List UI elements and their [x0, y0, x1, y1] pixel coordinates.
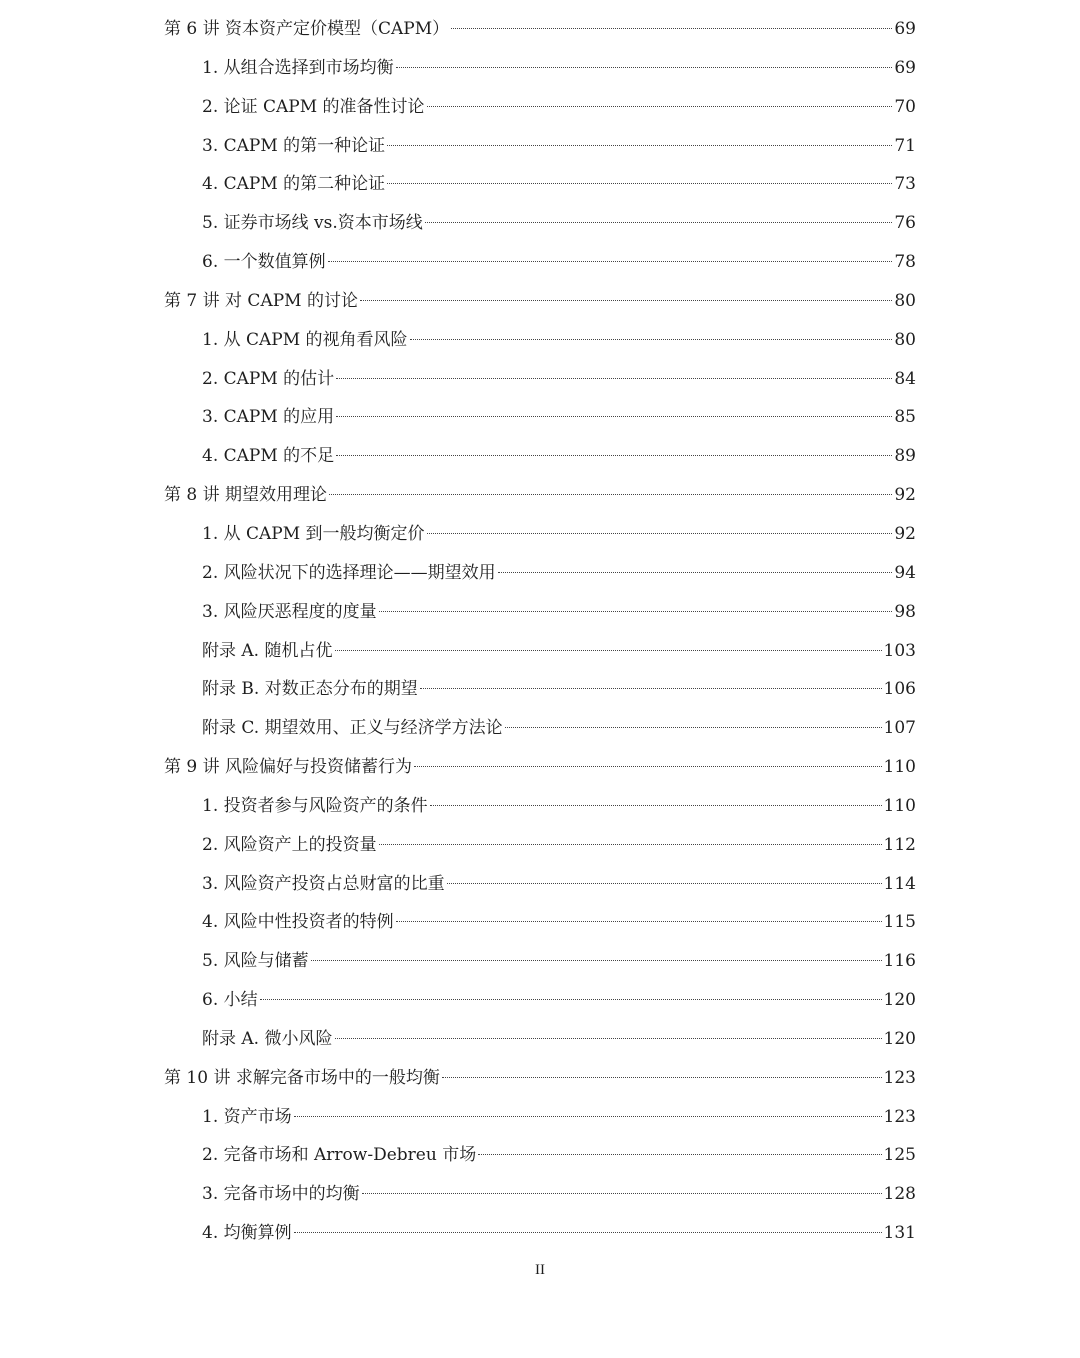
toc-entry-page-number: 85: [894, 407, 916, 428]
toc-section-entry[interactable]: [164, 709, 916, 748]
dot-leader: [294, 1232, 882, 1233]
dot-leader: [425, 222, 893, 223]
toc-entry-title: 2. CAPM 的估计: [202, 368, 335, 389]
toc-section-entry[interactable]: [164, 865, 916, 904]
toc-chapter-entry[interactable]: [164, 748, 916, 787]
toc-entry-title: 1. 从 CAPM 到一般均衡定价: [202, 523, 425, 544]
toc-section-entry[interactable]: [164, 398, 916, 437]
dot-leader: [427, 106, 893, 107]
toc-entry-page-number: 123: [883, 1067, 916, 1088]
toc-entry-page-number: 80: [894, 329, 916, 350]
toc-entry-title: 1. 从 CAPM 的视角看风险: [202, 329, 408, 350]
dot-leader: [478, 1154, 881, 1155]
dot-leader: [260, 999, 882, 1000]
dot-leader: [427, 533, 893, 534]
toc-section-entry[interactable]: [164, 942, 916, 981]
toc-entry-title: 5. 证券市场线 vs.资本市场线: [202, 213, 423, 234]
toc-entry-title: 1. 从组合选择到市场均衡: [202, 57, 394, 78]
toc-chapter-entry[interactable]: [164, 282, 916, 321]
toc-entry-title: 第 9 讲 风险偏好与投资储蓄行为: [164, 757, 413, 778]
toc-section-entry[interactable]: [164, 88, 916, 127]
toc-entry-page-number: 103: [883, 640, 916, 661]
toc-section-entry[interactable]: [164, 127, 916, 166]
toc-section-entry[interactable]: [164, 437, 916, 476]
toc-chapter-entry[interactable]: [164, 1059, 916, 1098]
toc-section-entry[interactable]: [164, 903, 916, 942]
toc-entry-title: 6. 小结: [202, 990, 258, 1011]
toc-section-entry[interactable]: [164, 243, 916, 282]
dot-leader: [336, 416, 892, 417]
toc-entry-title: 1. 资产市场: [202, 1106, 292, 1127]
toc-entry-page-number: 107: [883, 718, 916, 739]
toc-entry-page-number: 76: [894, 213, 916, 234]
page-number: II: [535, 1262, 545, 1278]
toc-section-entry[interactable]: [164, 204, 916, 243]
toc-entry-title: 附录 C. 期望效用、正义与经济学方法论: [202, 718, 503, 739]
toc-chapter-entry[interactable]: [164, 10, 916, 49]
dot-leader: [362, 1193, 882, 1194]
toc-entry-page-number: 69: [894, 57, 916, 78]
dot-leader: [447, 883, 882, 884]
toc-entry-title: 附录 A. 随机占优: [202, 640, 333, 661]
toc-entry-title: 第 8 讲 期望效用理论: [164, 485, 328, 506]
toc-entry-title: 4. CAPM 的不足: [202, 446, 335, 467]
toc-entry-title: 4. CAPM 的第二种论证: [202, 174, 386, 195]
dot-leader: [442, 1077, 882, 1078]
dot-leader: [498, 572, 893, 573]
toc-section-entry[interactable]: [164, 632, 916, 671]
toc-entry-title: 2. 完备市场和 Arrow-Debreu 市场: [202, 1145, 477, 1166]
toc-entry-page-number: 116: [883, 951, 916, 972]
toc-entry-page-number: 110: [883, 795, 916, 816]
toc-section-entry[interactable]: [164, 360, 916, 399]
toc-entry-page-number: 71: [894, 135, 916, 156]
toc-section-entry[interactable]: [164, 165, 916, 204]
dot-leader: [336, 378, 892, 379]
dot-leader: [336, 455, 892, 456]
toc-entry-page-number: 73: [894, 174, 916, 195]
toc-entry-title: 第 7 讲 对 CAPM 的讨论: [164, 290, 358, 311]
dot-leader: [335, 650, 882, 651]
toc-entry-title: 3. CAPM 的第一种论证: [202, 135, 386, 156]
toc-entry-page-number: 98: [894, 601, 916, 622]
toc-entry-page-number: 92: [894, 485, 916, 506]
toc-entry-page-number: 92: [894, 523, 916, 544]
toc-section-entry[interactable]: [164, 981, 916, 1020]
toc-entry-title: 6. 一个数值算例: [202, 252, 326, 273]
dot-leader: [335, 1038, 882, 1039]
toc-entry-page-number: 131: [883, 1223, 916, 1244]
toc-entry-title: 附录 B. 对数正态分布的期望: [202, 679, 418, 700]
dot-leader: [294, 1116, 882, 1117]
table-of-contents: [164, 10, 916, 1253]
toc-section-entry[interactable]: [164, 593, 916, 632]
toc-entry-title: 4. 风险中性投资者的特例: [202, 912, 394, 933]
toc-entry-page-number: 106: [883, 679, 916, 700]
dot-leader: [505, 727, 882, 728]
toc-section-entry[interactable]: [164, 49, 916, 88]
toc-entry-page-number: 112: [883, 834, 916, 855]
dot-leader: [420, 688, 882, 689]
toc-section-entry[interactable]: [164, 321, 916, 360]
toc-entry-title: 3. CAPM 的应用: [202, 407, 335, 428]
toc-section-entry[interactable]: [164, 1175, 916, 1214]
toc-section-entry[interactable]: [164, 1098, 916, 1137]
toc-entry-page-number: 114: [883, 873, 916, 894]
toc-section-entry[interactable]: [164, 787, 916, 826]
dot-leader: [430, 805, 882, 806]
toc-section-entry[interactable]: [164, 1020, 916, 1059]
toc-entry-page-number: 110: [883, 757, 916, 778]
toc-entry-page-number: 80: [894, 290, 916, 311]
toc-section-entry[interactable]: [164, 515, 916, 554]
toc-entry-page-number: 128: [883, 1184, 916, 1205]
toc-entry-title: 2. 论证 CAPM 的准备性讨论: [202, 96, 425, 117]
toc-entry-page-number: 120: [883, 990, 916, 1011]
toc-entry-page-number: 120: [883, 1028, 916, 1049]
dot-leader: [328, 261, 893, 262]
toc-entry-title: 1. 投资者参与风险资产的条件: [202, 795, 428, 816]
dot-leader: [410, 339, 893, 340]
toc-section-entry[interactable]: [164, 1136, 916, 1175]
dot-leader: [311, 960, 882, 961]
toc-entry-title: 4. 均衡算例: [202, 1223, 292, 1244]
dot-leader: [360, 300, 892, 301]
toc-entry-title: 第 10 讲 求解完备市场中的一般均衡: [164, 1067, 440, 1088]
dot-leader: [379, 611, 893, 612]
dot-leader: [387, 145, 892, 146]
toc-entry-title: 3. 风险资产投资占总财富的比重: [202, 873, 445, 894]
toc-entry-page-number: 70: [894, 96, 916, 117]
dot-leader: [329, 494, 892, 495]
toc-entry-page-number: 84: [894, 368, 916, 389]
toc-section-entry[interactable]: [164, 1214, 916, 1253]
toc-entry-page-number: 78: [894, 252, 916, 273]
dot-leader: [396, 921, 882, 922]
toc-entry-title: 5. 风险与储蓄: [202, 951, 309, 972]
toc-entry-title: 第 6 讲 资本资产定价模型（CAPM）: [164, 19, 450, 39]
toc-entry-page-number: 94: [894, 562, 916, 583]
toc-entry-page-number: 115: [883, 912, 916, 933]
toc-chapter-entry[interactable]: [164, 476, 916, 515]
toc-section-entry[interactable]: [164, 670, 916, 709]
dot-leader: [451, 28, 892, 29]
toc-entry-page-number: 69: [894, 19, 916, 39]
toc-entry-title: 3. 风险厌恶程度的度量: [202, 601, 377, 622]
dot-leader: [379, 844, 882, 845]
dot-leader: [396, 67, 893, 68]
toc-section-entry[interactable]: [164, 554, 916, 593]
toc-section-entry[interactable]: [164, 826, 916, 865]
dot-leader: [414, 766, 882, 767]
toc-entry-title: 2. 风险状况下的选择理论——期望效用: [202, 562, 496, 583]
toc-entry-page-number: 89: [894, 446, 916, 467]
toc-entry-title: 附录 A. 微小风险: [202, 1028, 333, 1049]
dot-leader: [387, 183, 892, 184]
toc-entry-title: 3. 完备市场中的均衡: [202, 1184, 360, 1205]
toc-entry-page-number: 125: [883, 1145, 916, 1166]
toc-entry-page-number: 123: [883, 1106, 916, 1127]
toc-entry-title: 2. 风险资产上的投资量: [202, 834, 377, 855]
